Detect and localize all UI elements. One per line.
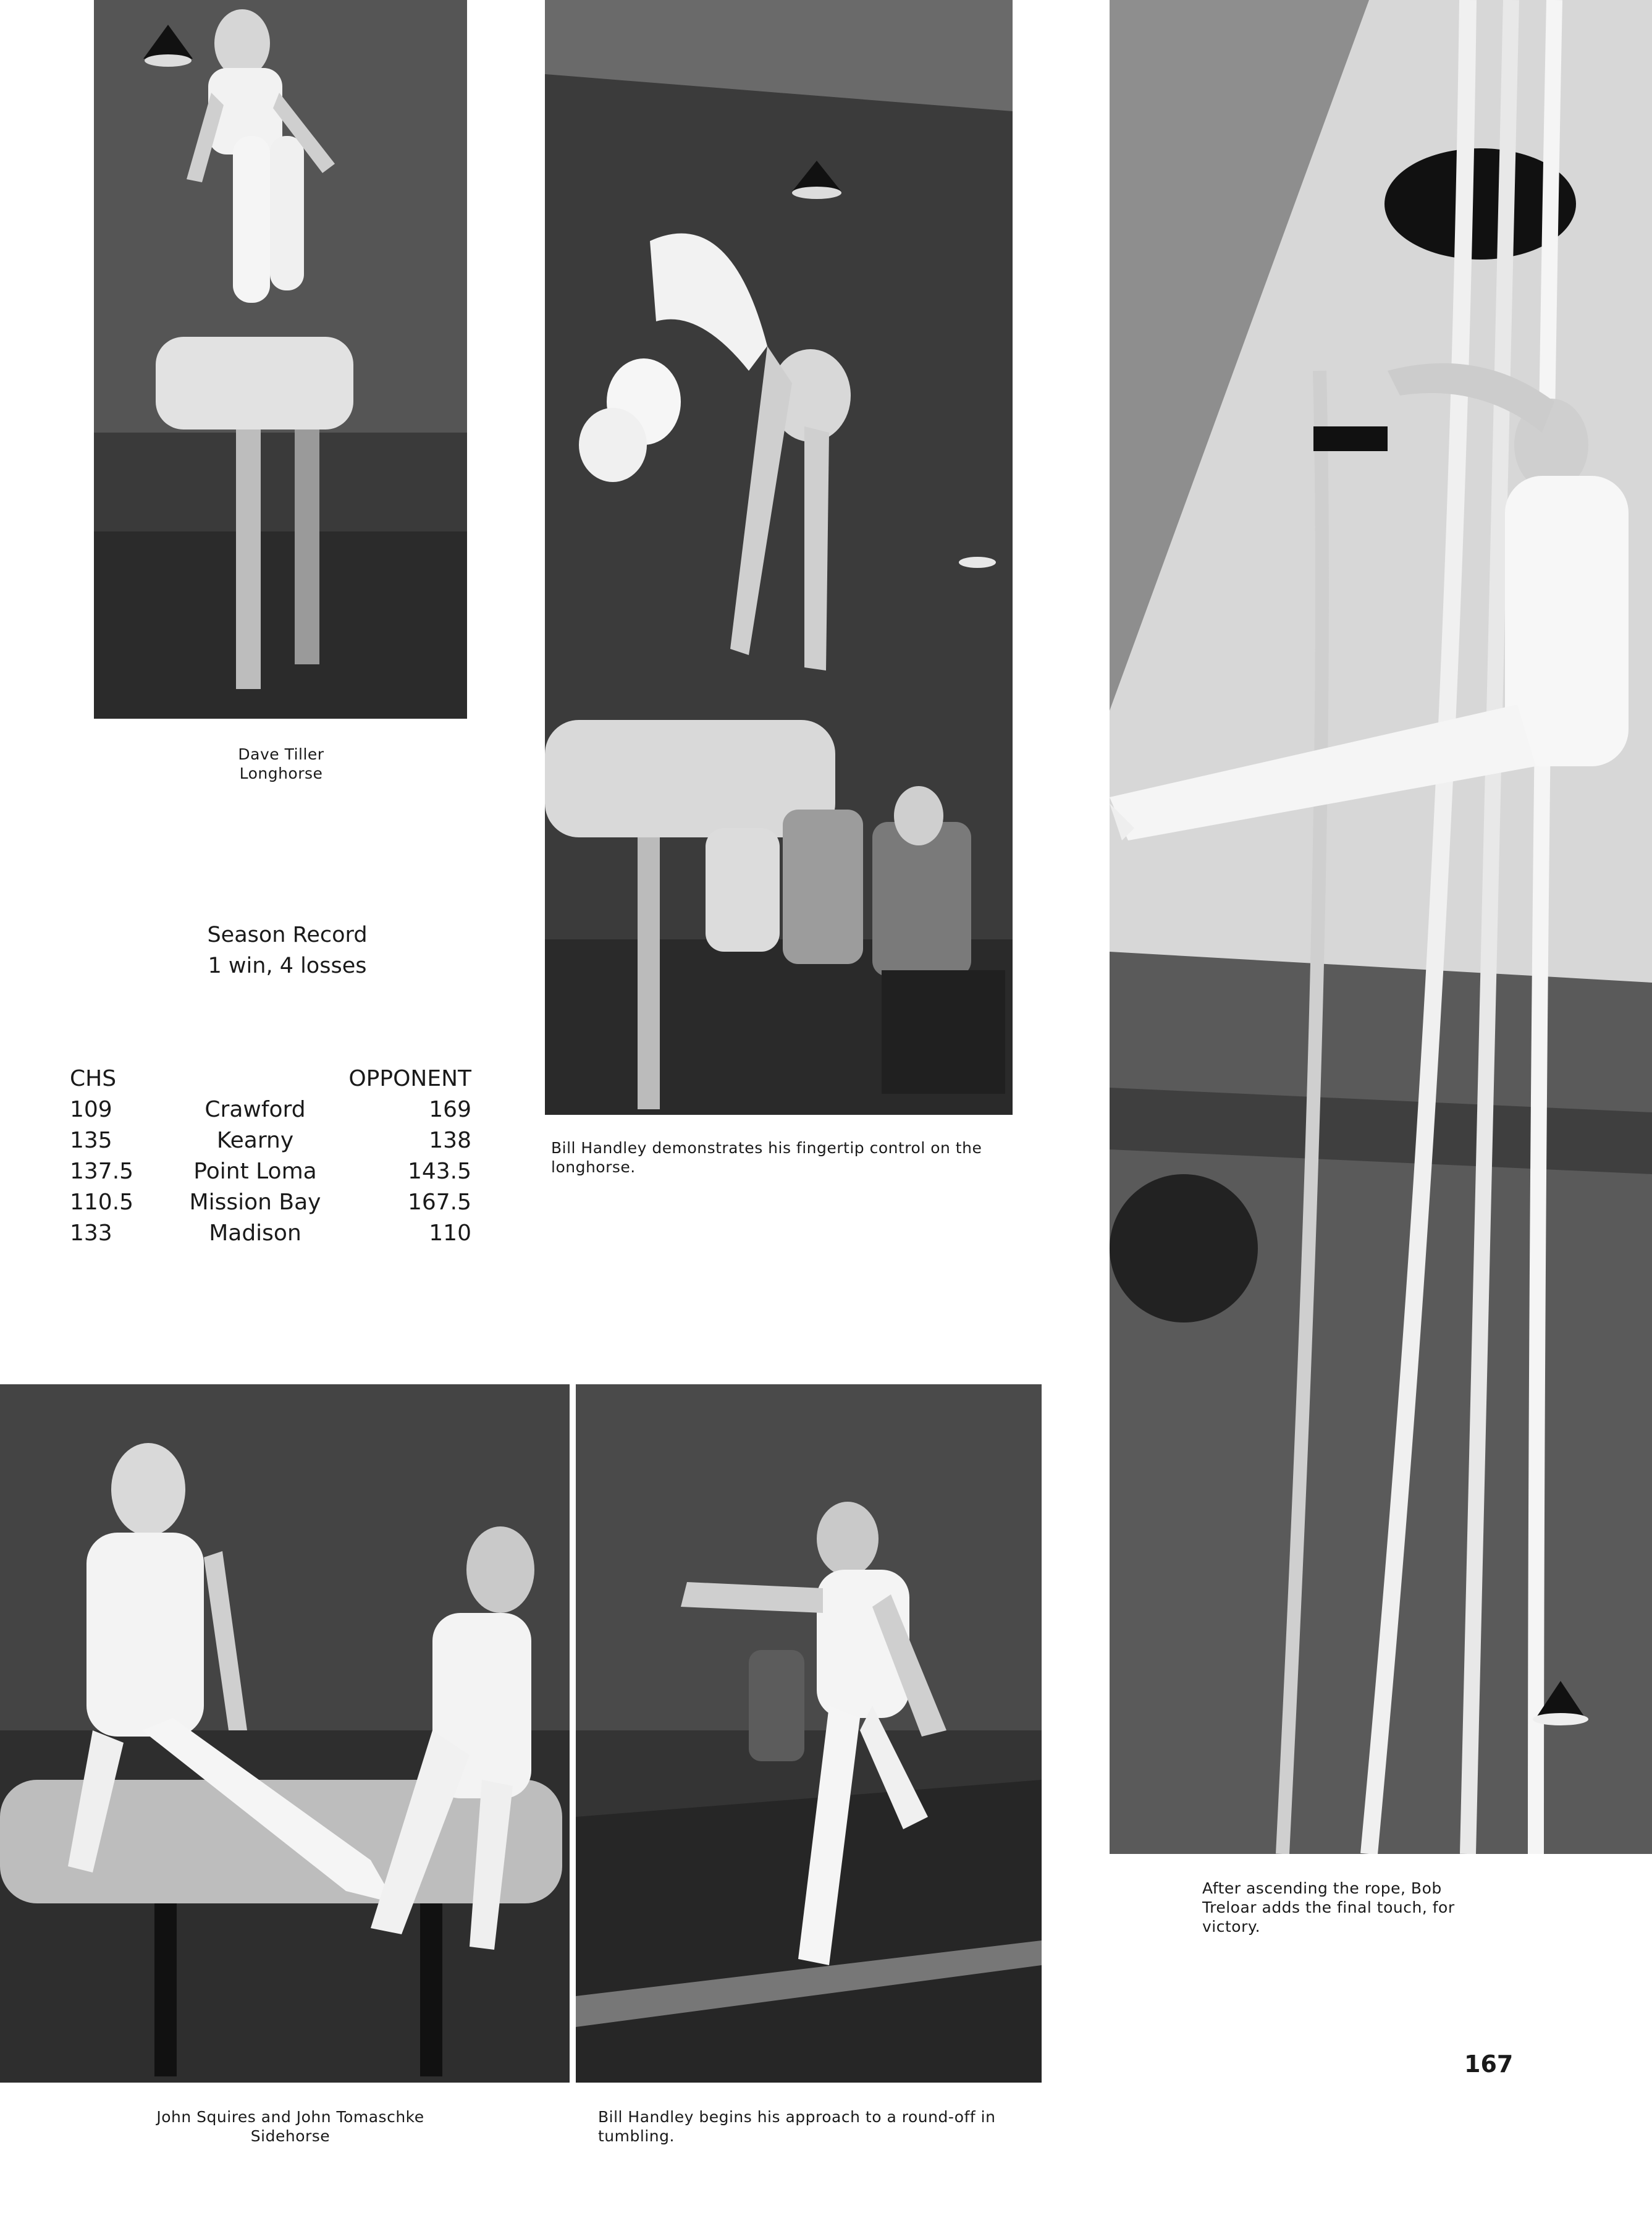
tumbling-image bbox=[576, 1384, 1042, 2083]
caption-text: After ascending the rope, Bob Treloar adds the final touch, for victory. bbox=[1202, 1879, 1455, 1936]
opponent-score: 110 bbox=[429, 1220, 471, 1246]
chs-score: 137.5 bbox=[70, 1158, 134, 1184]
opponent-name: Madison bbox=[209, 1220, 301, 1246]
opponent-name: Point Loma bbox=[193, 1158, 317, 1184]
table-row bbox=[70, 1156, 471, 1187]
opponent-score: 167.5 bbox=[407, 1189, 471, 1215]
caption-fingertip-control bbox=[551, 1138, 1033, 1177]
longhorse-vault-image bbox=[94, 0, 467, 719]
caption-line-1: Dave Tiller bbox=[238, 745, 324, 763]
season-record bbox=[167, 920, 408, 981]
season-record-value: 1 win, 4 losses bbox=[208, 954, 367, 978]
caption-rope-climb bbox=[1202, 1879, 1486, 1936]
season-record-title: Season Record bbox=[207, 923, 368, 947]
caption-text: Bill Handley demonstrates his fingertip control on the longhorse. bbox=[551, 1139, 982, 1176]
photo-sidehorse bbox=[0, 1384, 570, 2083]
chs-score: 109 bbox=[70, 1096, 112, 1122]
opponent-score: 138 bbox=[429, 1127, 471, 1153]
opponent-score: 143.5 bbox=[407, 1158, 471, 1184]
caption-line-1: John Squires and John Tomaschke bbox=[156, 2108, 424, 2126]
photo-rope-climb bbox=[1110, 0, 1652, 1854]
table-row bbox=[70, 1187, 471, 1217]
rope-climb-image bbox=[1110, 0, 1652, 1854]
table-row bbox=[70, 1094, 471, 1125]
chs-score: 110.5 bbox=[70, 1189, 134, 1215]
photo-tumbling bbox=[576, 1384, 1042, 2083]
caption-line-2: Longhorse bbox=[239, 764, 323, 782]
caption-tumbling bbox=[598, 2107, 1043, 2146]
table-row bbox=[70, 1125, 471, 1156]
photo-longhorse-vault bbox=[94, 0, 467, 719]
results-table bbox=[70, 1063, 471, 1248]
sidehorse-image bbox=[0, 1384, 570, 2083]
chs-score: 133 bbox=[70, 1220, 112, 1246]
fingertip-control-image bbox=[545, 0, 1013, 1115]
chs-score: 135 bbox=[70, 1127, 112, 1153]
caption-text: Bill Handley begins his approach to a round-off in tumbling. bbox=[598, 2108, 996, 2145]
header-spacer bbox=[181, 1063, 329, 1094]
results-header-row bbox=[70, 1063, 471, 1094]
table-row bbox=[70, 1217, 471, 1248]
opponent-name: Crawford bbox=[204, 1096, 306, 1122]
caption-line-2: Sidehorse bbox=[250, 2127, 331, 2145]
caption-sidehorse bbox=[117, 2107, 463, 2146]
opponent-name: Kearny bbox=[216, 1127, 294, 1153]
header-chs: CHS bbox=[70, 1065, 117, 1091]
page-number: 167 bbox=[1464, 2050, 1514, 2078]
opponent-score: 169 bbox=[429, 1096, 471, 1122]
caption-longhorse-vault bbox=[185, 745, 377, 783]
photo-fingertip-control bbox=[545, 0, 1013, 1115]
header-opponent: OPPONENT bbox=[348, 1065, 471, 1091]
opponent-name: Mission Bay bbox=[189, 1189, 321, 1215]
